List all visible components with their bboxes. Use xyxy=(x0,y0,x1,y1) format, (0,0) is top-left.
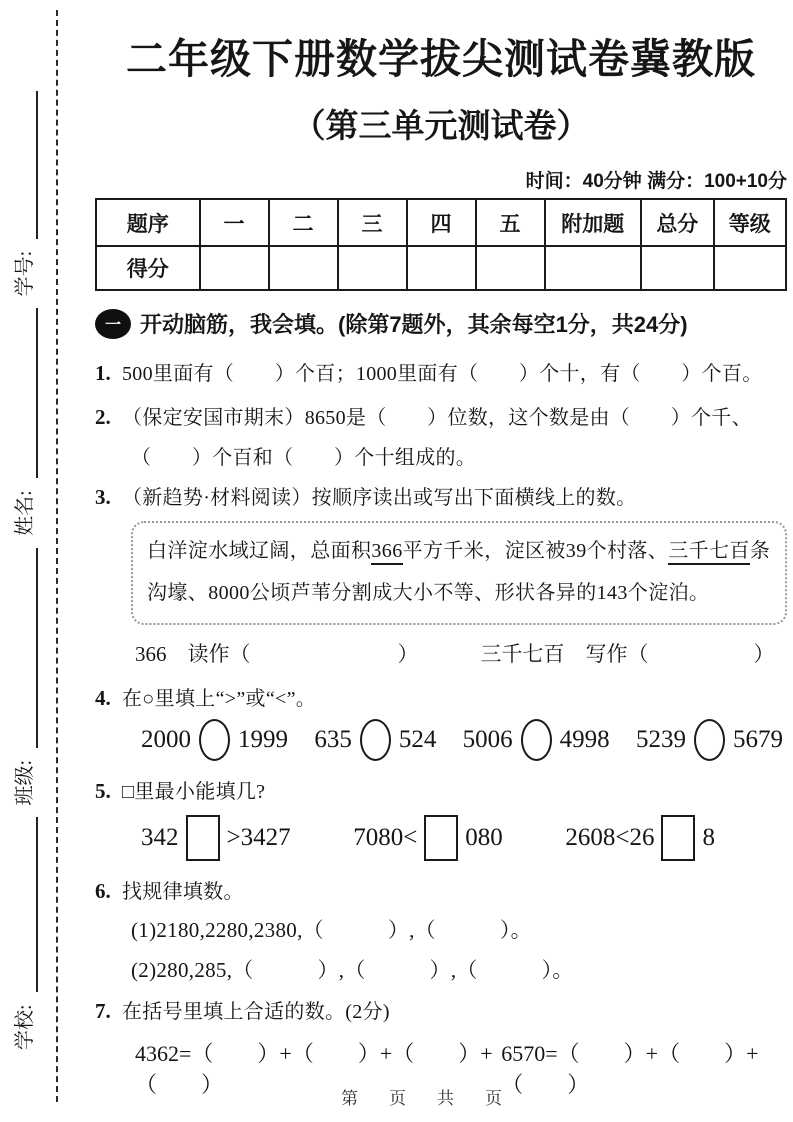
compare-right-number: 1999 xyxy=(238,726,288,753)
score-row-label: 得分 xyxy=(96,246,200,290)
score-table-header: 四 xyxy=(407,199,476,246)
compare-left-number: 2000 xyxy=(141,726,191,753)
comparison-circle xyxy=(199,719,230,761)
compare-right-number: 4998 xyxy=(559,726,610,753)
page-subtitle: （第三单元测试卷） xyxy=(292,107,590,144)
question-6-sequence-1: (1)2180,2280,2380,（ ）,（ ）。 xyxy=(131,918,532,942)
score-table-header: 三 xyxy=(338,199,407,246)
comparison-circle xyxy=(694,719,725,761)
compare-left-number: 635 xyxy=(314,726,352,753)
comparison-pair xyxy=(314,719,436,761)
write-as-blank: 三千七百 写作（ ） xyxy=(480,642,775,666)
score-cell-empty xyxy=(338,246,407,290)
question-6-text: 找规律填数。 xyxy=(122,881,244,903)
expression-right: 080 xyxy=(465,824,503,851)
question-7-text: 在括号里填上合适的数。(2分) xyxy=(122,1001,390,1023)
min-digit-item xyxy=(353,815,503,861)
score-cell-empty xyxy=(714,246,786,290)
class-write-line xyxy=(3,548,38,748)
score-cell-empty xyxy=(200,246,269,290)
score-table-header: 总分 xyxy=(641,199,713,246)
digit-blank-box xyxy=(661,815,695,861)
score-table-header: 等级 xyxy=(714,199,786,246)
decompose-expression-2: 6570=（ ）+（ ）+（ ） xyxy=(501,1041,759,1097)
min-digit-item xyxy=(141,815,291,861)
expression-right: 8 xyxy=(702,824,715,851)
compare-left-number: 5006 xyxy=(462,726,513,753)
school-label: 学校: xyxy=(14,1004,36,1050)
question-2 xyxy=(95,403,787,433)
score-table xyxy=(95,198,787,291)
score-table-score-row xyxy=(96,246,786,290)
question-6-sequence-2: (2)280,285,（ ）,（ ）,（ ）。 xyxy=(131,958,574,982)
section-one-title: 开动脑筋，我会填。(除第7题外，其余每空1分，共24分) xyxy=(140,312,688,337)
question-6 xyxy=(95,877,787,907)
digit-blank-box xyxy=(424,815,458,861)
score-cell-empty xyxy=(407,246,476,290)
question-2-number: 2. xyxy=(95,405,111,429)
comparison-row xyxy=(141,719,787,761)
underlined-text: 三千七 xyxy=(668,540,729,565)
score-cell-empty xyxy=(641,246,713,290)
question-6-number: 6. xyxy=(95,879,111,903)
comparison-circle xyxy=(521,719,552,761)
class-label: 班级: xyxy=(14,759,36,806)
student-info-strip xyxy=(3,75,47,1050)
section-one-badge: 一 xyxy=(95,309,131,339)
seal-dashed-line xyxy=(56,10,58,1102)
reading-text: 条沟壕、8000公顷芦苇分割成大小不等、形状各异的143个淀泊。 xyxy=(147,540,771,604)
student-id-write-line xyxy=(3,91,38,239)
comparison-pair xyxy=(141,719,288,761)
score-cell-empty xyxy=(545,246,642,290)
compare-right-number: 524 xyxy=(398,726,437,753)
score-table-header: 五 xyxy=(476,199,545,246)
question-5-text: □里最小能填几? xyxy=(122,781,266,803)
score-cell-empty xyxy=(476,246,545,290)
min-digit-row xyxy=(141,815,787,861)
page-footer: 第 页 共 页 xyxy=(341,1089,509,1108)
expression-left: 342 xyxy=(141,824,179,851)
score-cell-empty xyxy=(269,246,338,290)
question-5 xyxy=(95,777,787,807)
underlined-text: 百 xyxy=(729,540,749,565)
question-4 xyxy=(95,684,787,714)
score-table-header: 一 xyxy=(200,199,269,246)
reading-text: 平方千米，淀区被39个村落、 xyxy=(402,540,669,562)
expression-left: 7080< xyxy=(353,824,418,851)
question-4-number: 4. xyxy=(95,686,111,710)
student-id-label: 学号: xyxy=(14,250,36,297)
decompose-expression-1: 4362=（ ）+（ ）+（ ）+（ ） xyxy=(135,1041,493,1097)
question-2-continuation: （ ）个百和（ ）个十组成的。 xyxy=(131,447,477,469)
reading-text: 白洋淀水域辽阔，总面积 xyxy=(147,540,372,562)
read-as-blank: 366 读作（ ） xyxy=(135,642,419,666)
question-3-text: （新趋势·材料阅读）按顺序读出或写出下面横线上的数。 xyxy=(122,487,637,509)
score-table-header-row xyxy=(96,199,786,246)
score-table-header: 附加题 xyxy=(545,199,642,246)
name-label: 姓名: xyxy=(14,490,36,536)
question-7 xyxy=(95,997,787,1027)
question-1-number: 1. xyxy=(95,361,111,385)
question-1 xyxy=(95,359,787,389)
compare-right-number: 5679 xyxy=(732,726,783,753)
compare-left-number: 5239 xyxy=(635,726,686,753)
reading-material-box xyxy=(131,521,787,625)
expression-right: >3427 xyxy=(226,824,291,851)
time-score-info: 时间：40分钟 满分：100+10分 xyxy=(525,171,787,192)
name-write-line xyxy=(3,308,38,478)
digit-blank-box xyxy=(186,815,220,861)
comparison-pair xyxy=(636,719,783,761)
question-4-text: 在○里填上“>”或“<”。 xyxy=(122,688,317,710)
expression-left: 2608<26 xyxy=(565,824,655,851)
underlined-number: 366 xyxy=(371,540,402,565)
min-digit-item xyxy=(565,815,715,861)
read-write-row xyxy=(135,638,787,668)
question-3 xyxy=(95,483,787,513)
section-one-heading xyxy=(95,308,787,339)
question-3-number: 3. xyxy=(95,485,111,509)
comparison-circle xyxy=(360,719,391,761)
question-2-text: （保定安国市期末）8650是（ ）位数，这个数是由（ ）个千、 xyxy=(122,407,752,429)
score-table-header: 二 xyxy=(269,199,338,246)
question-7-number: 7. xyxy=(95,999,111,1023)
comparison-pair xyxy=(463,719,610,761)
question-1-text: 500里面有（ ）个百；1000里面有（ ）个十，有（ ）个百。 xyxy=(122,363,763,385)
page-title: 二年级下册数学拔尖测试卷冀教版 xyxy=(126,36,756,82)
question-5-number: 5. xyxy=(95,779,111,803)
score-table-header: 题序 xyxy=(96,199,200,246)
exam-paper xyxy=(95,26,787,1099)
school-write-line xyxy=(3,817,38,992)
